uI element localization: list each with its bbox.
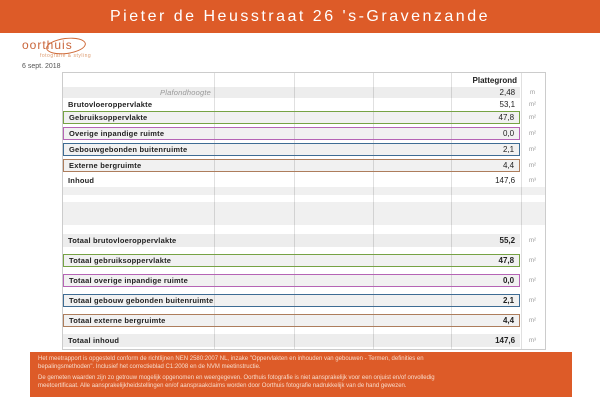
table-row — [63, 175, 545, 186]
row-unit: m² — [529, 146, 537, 153]
row-box — [63, 143, 520, 156]
empty-row — [63, 217, 545, 225]
table-row — [63, 111, 545, 124]
table-row — [63, 87, 545, 98]
oorthuis-logo — [22, 38, 112, 62]
row-box — [63, 159, 520, 172]
row-value: 2,1 — [502, 145, 515, 154]
row-label: Totaal brutovloeroppervlakte — [68, 236, 177, 245]
row-value: 55,2 — [499, 236, 516, 245]
total-rows — [63, 234, 545, 347]
table-header-box — [63, 73, 522, 87]
row-label: Externe bergruimte — [69, 161, 142, 170]
table-row — [63, 99, 545, 110]
row-box — [63, 111, 520, 124]
row-box — [63, 274, 520, 287]
logo-wordmark: oorthuis — [22, 38, 73, 52]
table-row — [63, 274, 545, 287]
row-label: Totaal gebruiksoppervlakte — [69, 256, 172, 265]
table-row — [63, 294, 545, 307]
row-label: Totaal externe bergruimte — [69, 316, 166, 325]
row-value: 2,48 — [499, 88, 516, 97]
disclaimer-footer — [30, 352, 572, 397]
table-row — [63, 159, 545, 172]
table-header-row — [63, 73, 545, 87]
table-row — [63, 234, 545, 247]
row-label: Gebouwgebonden buitenruimte — [69, 145, 188, 154]
row-value: 2,1 — [502, 296, 515, 305]
page-title: Pieter de Heusstraat 26 's-Gravenzande — [110, 7, 490, 25]
empty-row — [63, 225, 545, 233]
empty-row — [63, 210, 545, 218]
row-unit: m² — [529, 297, 537, 304]
row-unit: m³ — [529, 337, 537, 344]
row-unit: m² — [529, 257, 537, 264]
header-bar — [0, 0, 600, 33]
table-row — [63, 143, 545, 156]
row-label: Gebruiksoppervlakte — [69, 113, 148, 122]
row-value: 53,1 — [499, 100, 516, 109]
empty-row — [63, 202, 545, 210]
row-label: Totaal overige inpandige ruimte — [69, 276, 188, 285]
empty-row — [63, 187, 545, 195]
row-label: Brutovloeroppervlakte — [68, 100, 153, 109]
row-value: 4,4 — [502, 161, 515, 170]
row-value: 4,4 — [502, 316, 515, 325]
disclaimer-paragraph-1: Het meetrapport is opgesteld conform de richtlijnen NEN 2580:2007 NL, inzake "Oppervlakten en inhouden van gebouwen - Termen, definities en bepalingsmethoden". Inclusief het correctieblad C1:2008 en de NVM meetinstructie. — [38, 356, 424, 370]
row-unit: m² — [529, 114, 537, 121]
disclaimer-paragraph-2: De gemeten waarden zijn zo getrouw mogelijk opgenomen en weergegeven. Oorthuis fotografie is niet aansprakelijk voor een onjuist en/of onvolledig meetcertificaat. Alle aansprakelijkheidstellingen en/of aanspraakclaims worden door Oorthuis fotografie nadrukkelijk van de hand gewezen. — [38, 375, 435, 389]
row-value: 0,0 — [502, 129, 515, 138]
row-unit: m² — [529, 101, 537, 108]
row-value: 47,8 — [498, 113, 515, 122]
row-unit: m — [530, 89, 536, 96]
row-box — [63, 334, 520, 347]
row-box — [63, 234, 520, 247]
row-label: Inhoud — [68, 176, 95, 185]
row-box — [63, 254, 520, 267]
column-header-plattegrond: Plattegrond — [472, 75, 517, 85]
row-label: Totaal gebouw gebonden buitenruimte — [69, 296, 214, 305]
row-label: Plafondhoogte — [160, 88, 211, 97]
table-row — [63, 334, 545, 347]
row-box — [63, 294, 520, 307]
row-unit: m² — [529, 130, 537, 137]
row-label: Overige inpandige ruimte — [69, 129, 165, 138]
row-label: Totaal inhoud — [68, 336, 120, 345]
empty-row — [63, 195, 545, 203]
table-row — [63, 127, 545, 140]
logo-tagline: fotografie & styling — [40, 53, 92, 59]
row-value: 147,6 — [495, 176, 516, 185]
row-box — [63, 314, 520, 327]
row-box — [63, 175, 520, 186]
row-value: 47,8 — [498, 256, 515, 265]
table-row — [63, 254, 545, 267]
table-row — [63, 314, 545, 327]
row-unit: m² — [529, 237, 537, 244]
report-date: 6 sept. 2018 — [22, 63, 61, 70]
row-box — [63, 87, 520, 98]
row-box — [63, 99, 520, 110]
row-unit: m² — [529, 317, 537, 324]
measurement-rows — [63, 87, 545, 186]
row-unit: m³ — [529, 177, 537, 184]
row-value: 147,6 — [495, 336, 516, 345]
row-box — [63, 127, 520, 140]
empty-striped-rows — [63, 187, 545, 232]
row-unit: m² — [529, 162, 537, 169]
measurement-table — [62, 72, 546, 350]
row-value: 0,0 — [502, 276, 515, 285]
row-unit: m² — [529, 277, 537, 284]
